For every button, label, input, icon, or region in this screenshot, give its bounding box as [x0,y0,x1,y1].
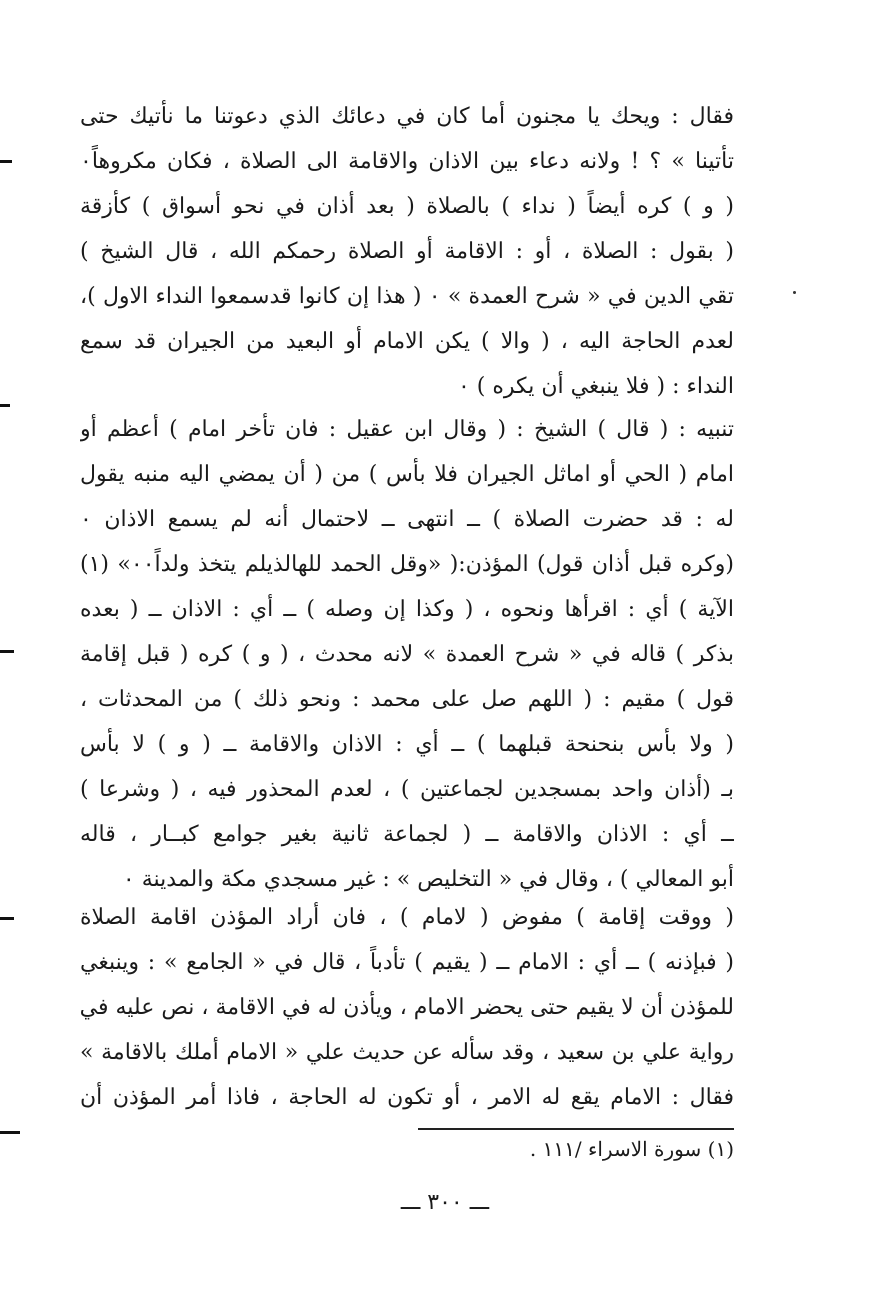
text-line: رواية علي بن سعيد ، وقد سأله عن حديث علي « الامام أملك بالاقامة » [80,1040,734,1065]
page-number: ـــ ٣٠٠ ـــ [400,1190,490,1215]
text-line: فقال : الامام يقع له الامر ، أو تكون له الحاجة ، فاذا أمر المؤذن أن [80,1085,734,1110]
text-line: ( بقول : الصلاة ، أو : الاقامة أو الصلاة رحمكم الله ، قال الشيخ ) [80,239,734,264]
margin-mark [0,1131,20,1134]
footnote-divider [418,1128,734,1130]
text-line: ( و ) كره أيضاً ( نداء ) بالصلاة ( بعد أذان في نحو أسواق ) كأزقة [80,194,734,219]
paragraph-2 [80,407,734,902]
margin-mark [0,404,10,407]
text-line: ( فبإذنه ) ــ أي : الامام ــ ( يقيم ) تأدباً ، قال في « الجامع » : وينبغي [80,950,734,975]
text-line: بذكر ) قاله في « شرح العمدة » لانه محدث ، ( و ) كره ( قبل إقامة [80,642,734,667]
text-line: للمؤذن أن لا يقيم حتى يحضر الامام ، ويأذن له في الاقامة ، نص عليه في [80,995,734,1020]
text-line: ــ أي : الاذان والاقامة ــ ( لجماعة ثانية بغير جوامع كبــار ، قاله [80,822,734,847]
text-line: له : قد حضرت الصلاة ) ــ انتهى ــ لاحتمال أنه لم يسمع الاذان ٠ [80,507,734,532]
text-line: فقال : ويحك يا مجنون أما كان في دعائك الذي دعوتنا ما نأتيك حتى [80,104,734,129]
text-line: امام ( الحي أو اماثل الجيران فلا بأس ) من ( أن يمضي اليه منبه يقول [80,462,734,487]
margin-mark [0,917,14,920]
text-line: الآية ) أي : اقرأها ونحوه ، ( وكذا إن وصله ) ــ أي : الاذان ــ ( بعده [80,597,734,622]
paragraph-3 [80,895,734,1120]
text-line: النداء : ( فلا ينبغي أن يكره ) ٠ [457,374,734,399]
text-line: ( ولا بأس بنحنحة قبلهما ) ــ أي : الاذان والاقامة ــ ( و ) لا بأس [80,732,734,757]
paragraph-1 [80,94,734,409]
text-line: لعدم الحاجة اليه ، ( والا ) يكن الامام أو البعيد من الجيران قد سمع [80,329,734,354]
text-line: ( ووقت إقامة ) مفوض ( لامام ) ، فان أراد المؤذن اقامة الصلاة [80,905,734,930]
text-line: تقي الدين في « شرح العمدة » ٠ ( هذا إن كانوا قدسمعوا النداء الاول )، [80,284,734,309]
margin-mark [0,160,12,163]
margin-mark [0,650,14,653]
text-line: قول ) مقيم : ( اللهم صل على محمد : ونحو ذلك ) من المحدثات ، [80,687,734,712]
stray-dot [793,291,796,294]
text-line: (وكره قبل أذان قول) المؤذن:( «وقل الحمد للهالذيلم يتخذ ولداً٠٠» (١) [80,552,734,577]
text-line: أبو المعالي ) ، وقال في « التخليص » : غير مسجدي مكة والمدينة ٠ [122,867,734,892]
text-line: تأتينا » ؟ ! ولانه دعاء بين الاذان والاقامة الى الصلاة ، فكان مكروهاً٠ [80,149,734,174]
text-line: بـ (أذان واحد بمسجدين لجماعتين ) ، لعدم المحذور فيه ، ( وشرعا ) [80,777,734,802]
footnote: (١) سورة الاسراء /١١١ . [529,1137,734,1161]
text-line: تنبيه : ( قال ) الشيخ : ( وقال ابن عقيل : فان تأخر امام ) أعظم أو [80,417,734,442]
